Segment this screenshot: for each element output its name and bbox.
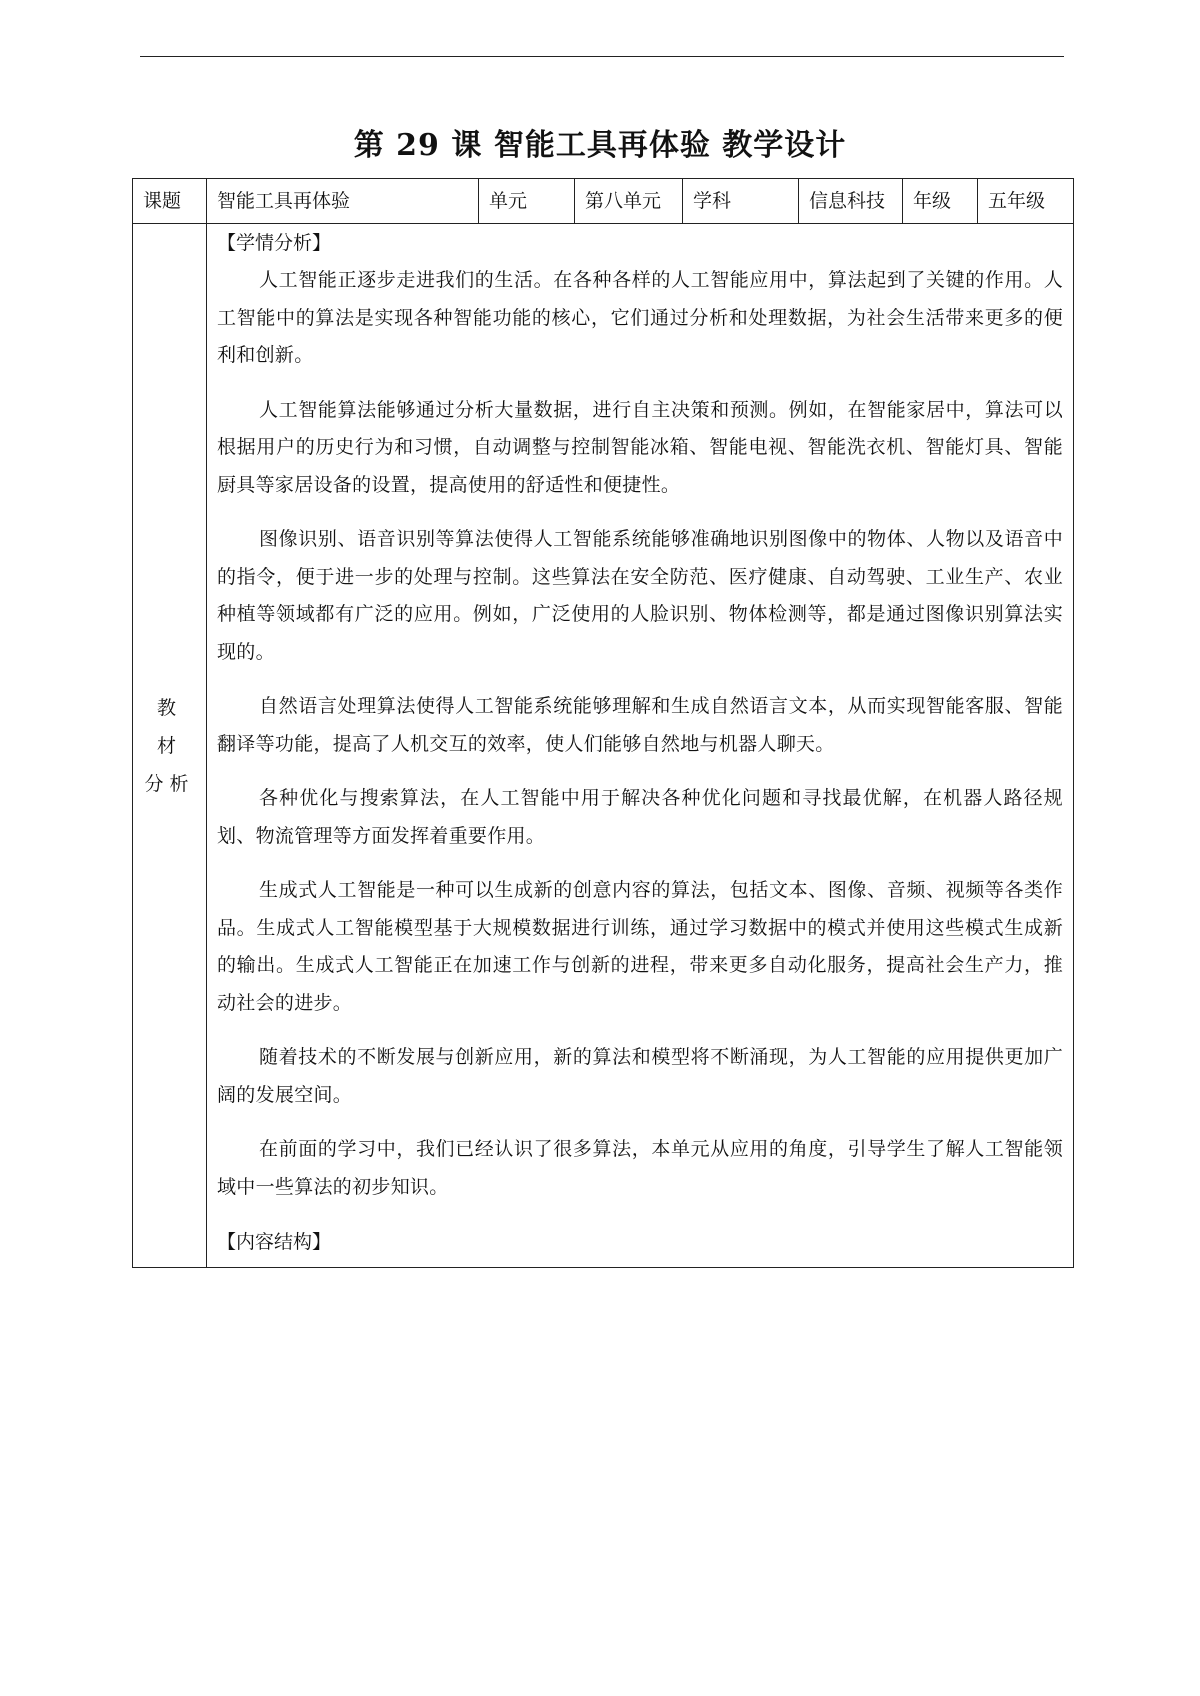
paragraph: 随着技术的不断发展与创新应用，新的算法和模型将不断涌现，为人工智能的应用提供更加广阔的发展空间。 — [217, 1046, 1063, 1106]
header-rule — [140, 56, 1064, 57]
paragraph: 生成式人工智能是一种可以生成新的创意内容的算法，包括文本、图像、音频、视频等各类作品。生成式人工智能模型基于大规模数据进行训练，通过学习数据中的模式并使用这些模式生成新的输出。生成式人工智能正在加速工作与创新的进程，带来更多自动化服务，提高社会生产力，推动社会的进步。 — [217, 879, 1063, 1014]
paragraph: 自然语言处理算法使得人工智能系统能够理解和生成自然语言文本，从而实现智能客服、智能翻译等功能，提高了人机交互的效率，使人们能够自然地与机器人聊天。 — [217, 695, 1063, 755]
material-row — [133, 224, 1074, 1268]
topic-label: 课题 — [133, 179, 207, 224]
grade-value: 五年级 — [978, 179, 1074, 224]
material-analysis-content — [207, 224, 1074, 1268]
subject-value: 信息科技 — [799, 179, 903, 224]
unit-value: 第八单元 — [575, 179, 683, 224]
material-label-line1: 教 材 — [156, 696, 182, 757]
paragraph: 图像识别、语音识别等算法使得人工智能系统能够准确地识别图像中的物体、人物以及语音中的指令，便于进一步的处理与控制。这些算法在安全防范、医疗健康、自动驾驶、工业生产、农业种植等领域都有广泛的应用。例如，广泛使用的人脸识别、物体检测等，都是通过图像识别算法实现的。 — [217, 528, 1063, 663]
paragraph: 在前面的学习中，我们已经认识了很多算法，本单元从应用的角度，引导学生了解人工智能领域中一些算法的初步知识。 — [217, 1138, 1063, 1198]
section-heading-learning: 【学情分析】 — [217, 232, 332, 254]
topic-value: 智能工具再体验 — [207, 179, 479, 224]
material-label-line2: 分析 — [144, 772, 195, 795]
paragraph: 各种优化与搜索算法，在人工智能中用于解决各种优化问题和寻找最优解，在机器人路径规划、物流管理等方面发挥着重要作用。 — [217, 787, 1063, 847]
grade-label: 年级 — [903, 179, 978, 224]
subject-label: 学科 — [683, 179, 799, 224]
section-heading-structure: 【内容结构】 — [217, 1231, 332, 1253]
lesson-table — [132, 178, 1074, 1268]
header-row — [133, 179, 1074, 224]
unit-label: 单元 — [479, 179, 575, 224]
material-analysis-label — [133, 224, 207, 1268]
paragraph: 人工智能算法能够通过分析大量数据，进行自主决策和预测。例如，在智能家居中，算法可以根据用户的历史行为和习惯，自动调整与控制智能冰箱、智能电视、智能洗衣机、智能灯具、智能厨具等家居设备的设置，提高使用的舒适性和便捷性。 — [217, 398, 1063, 496]
page-title: 第 29 课 智能工具再体验 教学设计 — [353, 128, 847, 163]
paragraph: 人工智能正逐步走进我们的生活。在各种各样的人工智能应用中，算法起到了关键的作用。人工智能中的算法是实现各种智能功能的核心，它们通过分析和处理数据，为社会生活带来更多的便利和创新。 — [217, 269, 1063, 366]
